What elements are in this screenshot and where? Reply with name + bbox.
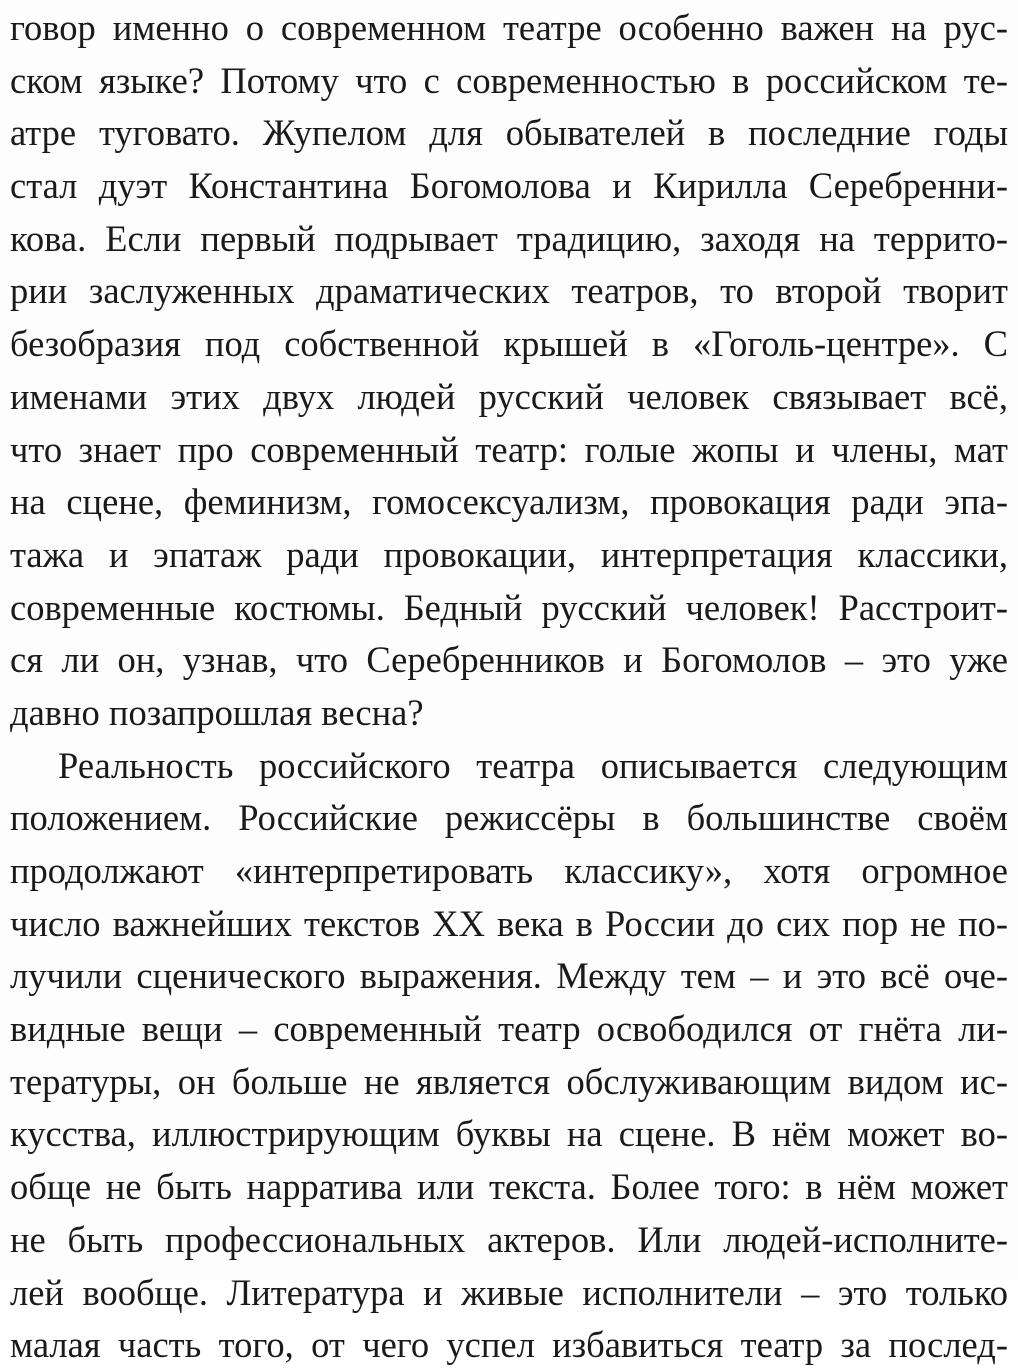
text-line: положением. Российские режиссёры в большинстве своём bbox=[10, 797, 1008, 839]
text-line: именами этих двух людей русский человек связывает всё, bbox=[10, 375, 1008, 417]
text-line: тажа и эпатаж ради провокации, интерпретация классики, bbox=[10, 533, 1008, 575]
text-line: продолжают «интерпретировать классику», хотя огромное bbox=[10, 850, 1008, 891]
text-line: давно позапрошлая весна? bbox=[10, 691, 424, 733]
text-line: стал дуэт Константина Богомолова и Кирилла Серебренни- bbox=[10, 165, 1008, 207]
text-line: кусства, иллюстрирующим буквы на сцене. В нём может во- bbox=[10, 1113, 1008, 1155]
text-line: говор именно о современном театре особенно важен на рус- bbox=[10, 7, 1008, 48]
text-line: ся ли он, узнав, что Серебренников и Богомолов – это уже bbox=[10, 639, 1008, 681]
text-line: ском языке? Потому что с современностью в российском те- bbox=[10, 59, 1008, 101]
text-line: видные вещи – современный театр освободился от гнёта ли- bbox=[10, 1008, 1008, 1050]
page-text bbox=[10, 2, 1008, 1372]
text-line: лей вообще. Литература и живые исполнители – это только bbox=[10, 1271, 1008, 1313]
text-line: не быть профессиональных актеров. Или людей-исполните- bbox=[10, 1218, 1008, 1260]
text-line: кова. Если первый подрывает традицию, заходя на террито- bbox=[10, 217, 1008, 259]
text-line: малая часть того, от чего успел избавиться театр за послед- bbox=[10, 1324, 1008, 1366]
text-line: число важнейших текстов XX века в России до сих пор не по- bbox=[10, 902, 1008, 944]
text-line: рии заслуженных драматических театров, то второй творит bbox=[10, 270, 1008, 312]
text-line: современные костюмы. Бедный русский человек! Расстроит- bbox=[10, 586, 1008, 628]
text-line: обще не быть нарратива или текста. Более того: в нём может bbox=[10, 1166, 1008, 1208]
text-line: тературы, он больше не является обслуживающим видом ис- bbox=[10, 1060, 1008, 1102]
text-line: атре туговато. Жупелом для обывателей в последние годы bbox=[10, 112, 1008, 154]
text-line: на сцене, феминизм, гомосексуализм, провокация ради эпа- bbox=[10, 481, 1008, 523]
text-line: лучили сценического выражения. Между тем – и это всё оче- bbox=[10, 955, 1008, 997]
text-line: что знает про современный театр: голые жопы и члены, мат bbox=[10, 428, 1008, 470]
paragraph-first-line: Реальность российского театра описывается следующим bbox=[58, 744, 1008, 786]
text-line: безобразия под собственной крышей в «Гоголь-центре». С bbox=[10, 323, 1008, 365]
